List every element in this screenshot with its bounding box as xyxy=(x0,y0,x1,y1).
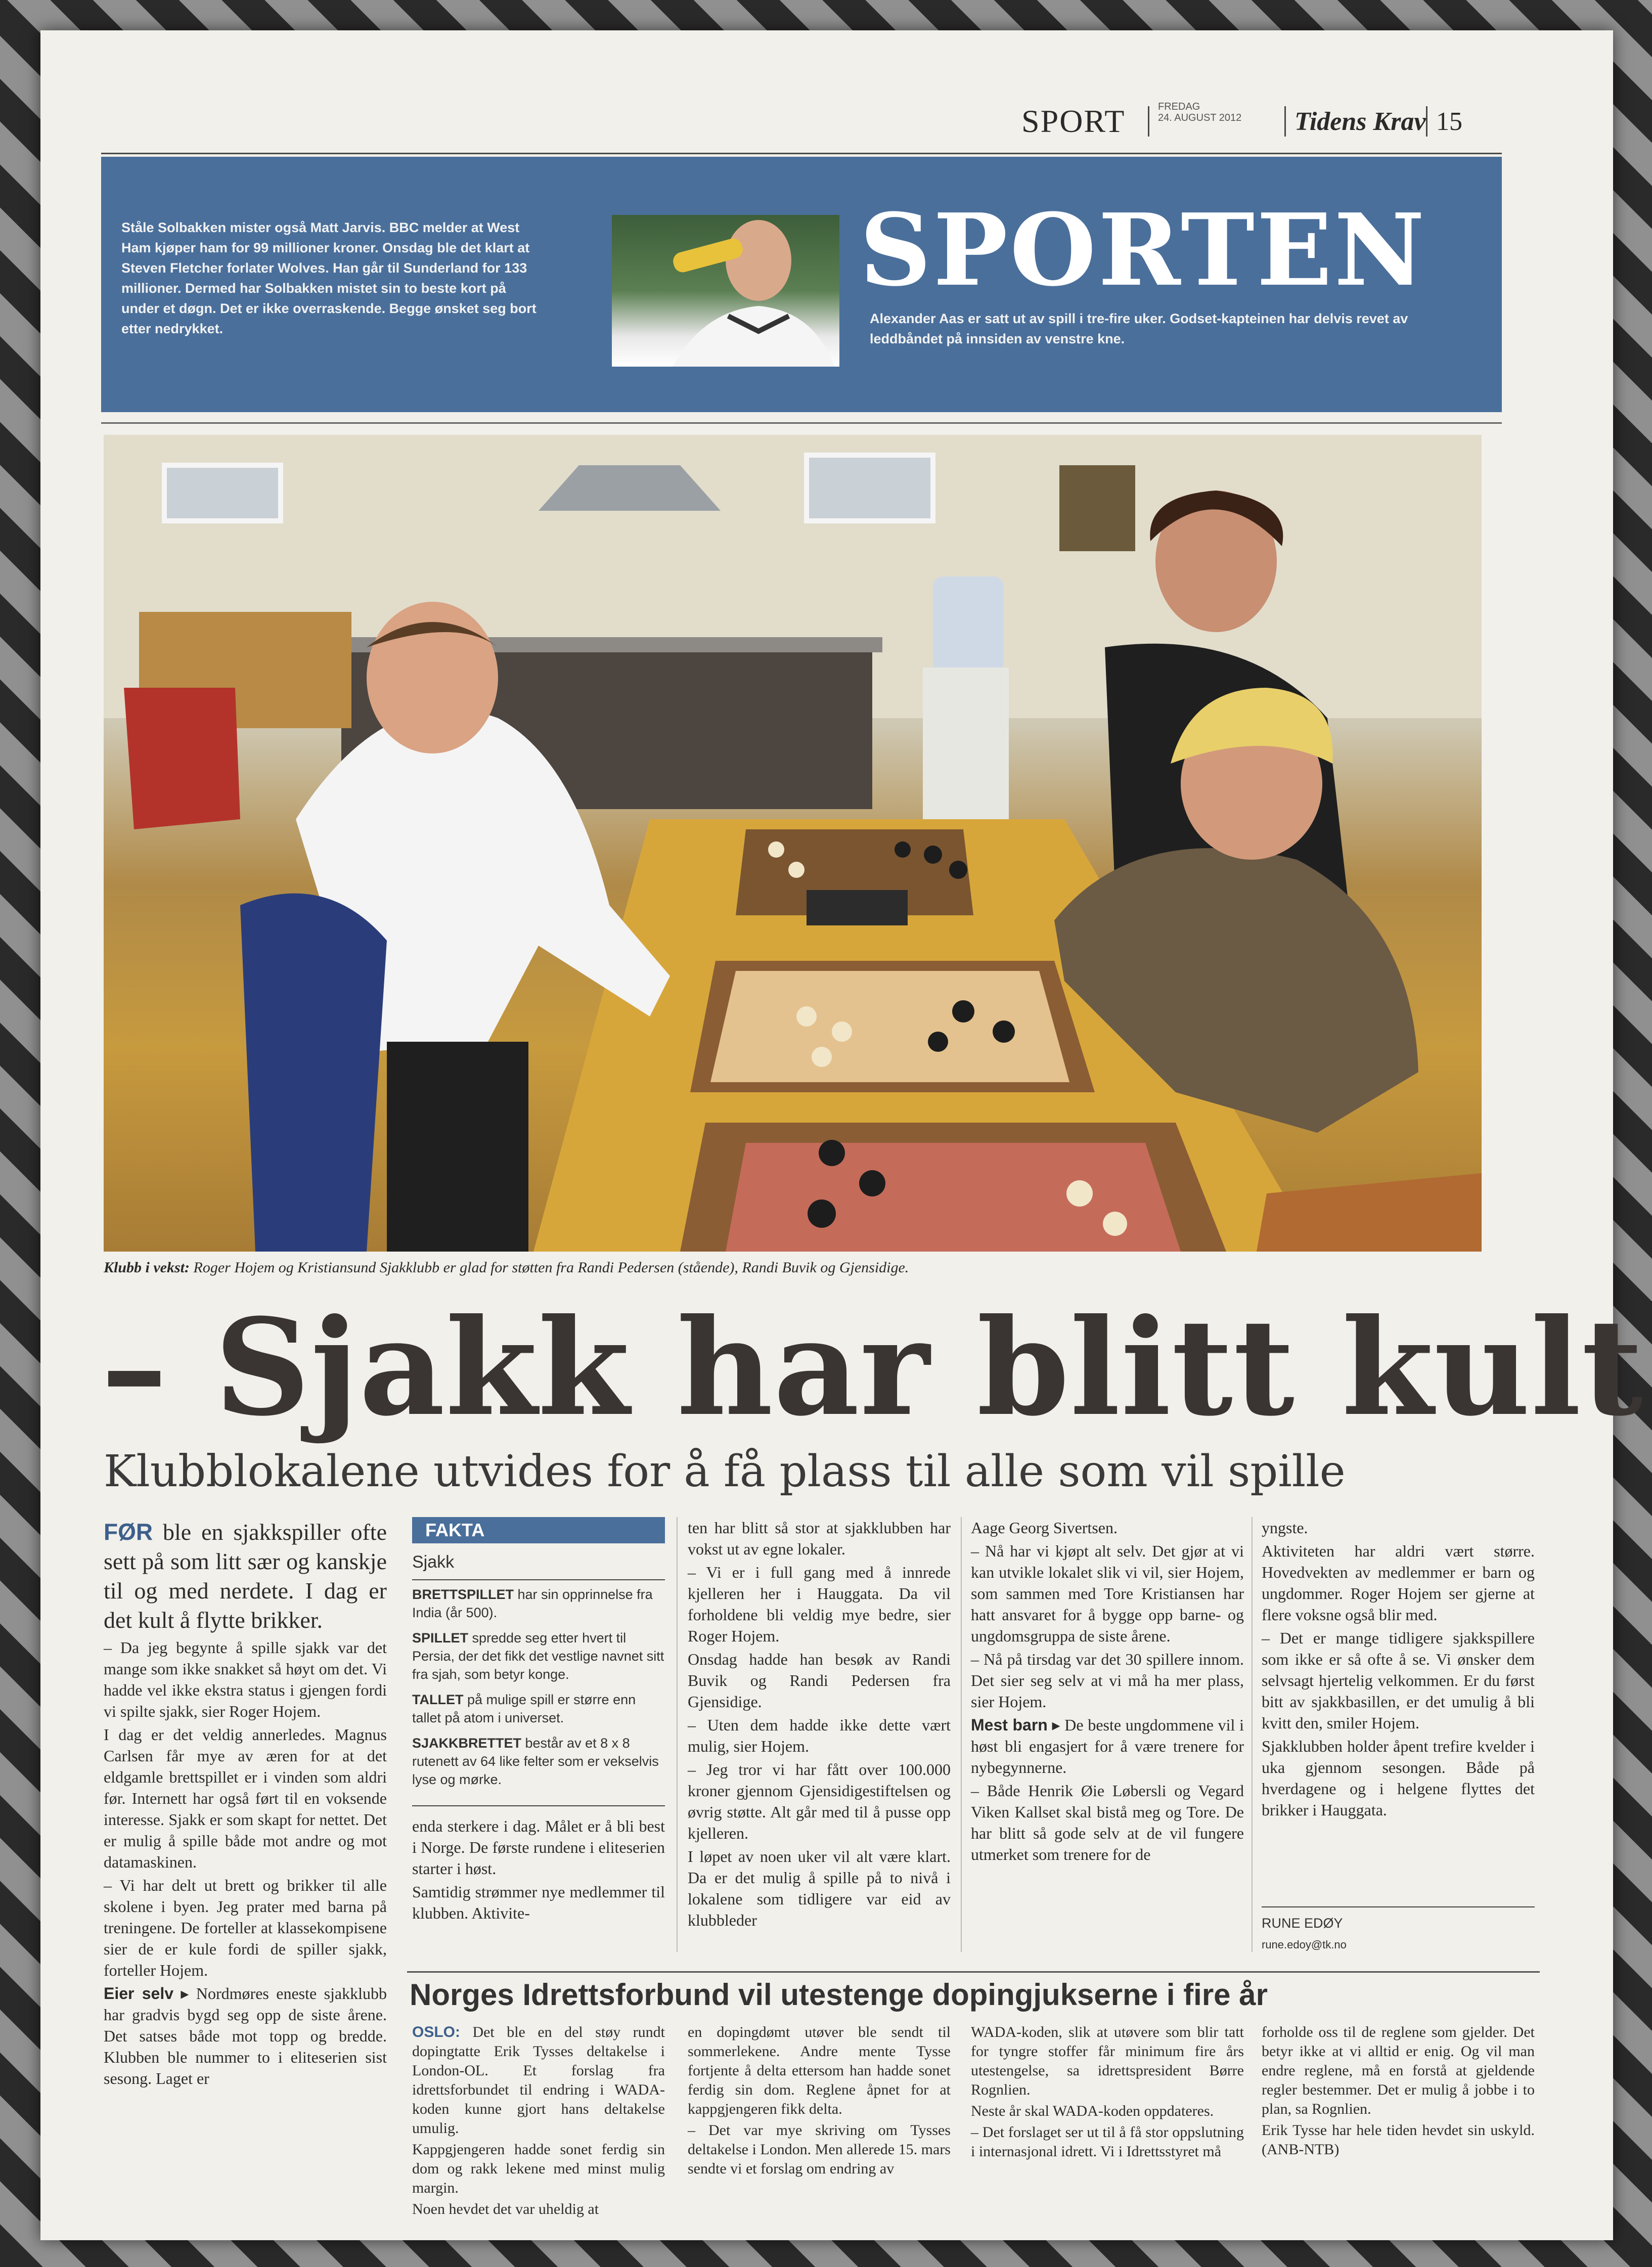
fakta-text: består av et 8 x 8 rutenett av 64 like felter som er vekselvis lyse og mørke. xyxy=(412,1736,659,1787)
body-paragraph xyxy=(412,2023,665,2138)
body-paragraph: – Nå på tirsdag var det 30 spillere innom. Det sier seg selv at vi må ha mer plass, sier Hojem. xyxy=(971,1650,1244,1711)
header-rule xyxy=(101,153,1502,154)
body-paragraph: forholde oss til de reglene som gjelder. Det betyr ikke at vi alltid er enig. Og vil man endre reglene, må en forstå at gjeldende regler bestemmer. Det er mulig å jobbe i to plan, sa Rognlien. xyxy=(1262,2024,1535,2117)
banner-left-brief: Ståle Solbakken mister også Matt Jarvis. BBC melder at West Ham kjøper ham for 99 millioner kroner. Onsdag ble det klart at Steven Fletcher forlater Wolves. Han går til Sunderland for 133 millioner. Dermed har Solbakken mistet sin to beste kort på under et døgn. Det er ikke overraskende. Begge ønsket seg bort etter nedrykket. xyxy=(121,220,537,336)
body-paragraph: Samtidig strømmer nye medlemmer til klubben. Aktivite- xyxy=(412,1883,665,1922)
fakta-text: spredde seg etter hvert til Persia, der det fikk det vestlige navnet sitt fra sjah, som betyr konge. xyxy=(412,1630,664,1682)
body-paragraph: – Vi har delt ut brett og brikker til alle skolene i byen. Jeg prater med barna på treningene. De forteller at klassekompisene sier de er kule fordi de spiller sjakk, forteller Hojem. xyxy=(104,1876,387,1979)
lead-caps: FØR xyxy=(104,1519,153,1545)
body-paragraph: – Nå har vi kjøpt alt selv. Det gjør at vi kan utvikle lokalet slik vi vil, sier Hojem, som sammen med Tore Kristiansen har hatt ansvaret for å bygge opp barne- og ungdomsgruppa de siste årene. xyxy=(971,1542,1244,1645)
body-paragraph: yngste. xyxy=(1262,1519,1308,1537)
banner-title: SPORTEN xyxy=(860,192,1427,308)
newspaper-page xyxy=(40,30,1643,2240)
body-paragraph: – Uten dem hadde ikke dette vært mulig, sier Hojem. xyxy=(688,1716,951,1755)
page-number: 15 xyxy=(1436,107,1462,136)
body-text: De beste ungdommene vil i høst bli engasjert for å være trenere for nybegynnerne. xyxy=(971,1716,1244,1776)
body-paragraph: – Vi er i full gang med å innrede kjelleren her i Hauggata. Da vil forholdene bli veldig mye bedre, sier Roger Hojem. xyxy=(688,1563,951,1645)
article-column-3 xyxy=(688,1517,951,1933)
body-paragraph: WADA-koden, slik at utøvere som blir tatt for tyngre stoffer får minimum fire års utestengelse, sa idrettspresident Børre Rognlien. xyxy=(971,2024,1244,2098)
caption-text: Roger Hojem og Kristiansund Sjakklubb er glad for støtten fra Randi Pedersen (stående), Randi Buvik og Gjensidige. xyxy=(190,1259,909,1276)
paper-name: Tidens Krav xyxy=(1294,107,1426,136)
body-text: Det ble en del støy rundt dopingtatte Erik Tysses deltakelse i London-OL. Et forslag fra idrettsforbundet til endring i WADA-koden kunne gjort hans deltakelse umulig. xyxy=(412,2024,665,2137)
lead-text: ble en sjakkspiller ofte sett på som litt sær og kanskje til og med nerdete. I dag er det kult å flytte brikker. xyxy=(104,1519,387,1633)
article-column-5 xyxy=(1262,1517,1535,1823)
body-paragraph: ten har blitt så stor at sjakklubben har vokst ut av egne lokaler. xyxy=(688,1519,951,1558)
fakta-item xyxy=(412,1691,665,1727)
byline xyxy=(1262,1906,1535,1951)
doping-column-3 xyxy=(971,2023,1244,2163)
lead-paragraph xyxy=(104,1517,387,1635)
inline-subheading: Eier selv xyxy=(104,1984,174,2003)
photo-caption xyxy=(104,1259,1479,1276)
fakta-item xyxy=(412,1585,665,1622)
section-label: SPORT xyxy=(1021,103,1126,139)
body-paragraph: Eier selv ▸ Nordmøres eneste sjakklubb har gradvis bygd seg opp de siste årene. Det satses både mot topp og bredde. Klubben ble nummer to i eliteserien sist sesong. Laget er xyxy=(104,1984,387,2087)
column-rule xyxy=(961,1517,962,1952)
fakta-term: BRETTSPILLET xyxy=(412,1587,514,1602)
fakta-item xyxy=(412,1734,665,1789)
section-divider xyxy=(101,422,1502,424)
doping-column-1 xyxy=(412,2023,665,2221)
sport-banner xyxy=(101,157,1502,412)
doping-headline: Norges Idrettsforbund vil utestenge dopingjukserne i fire år xyxy=(410,1978,1268,2012)
body-paragraph: Onsdag hadde han besøk av Randi Buvik og Randi Pedersen fra Gjensidige. xyxy=(688,1650,951,1711)
header-date: 24. AUGUST 2012 xyxy=(1158,112,1242,123)
body-paragraph: Neste år skal WADA-koden oppdateres. xyxy=(971,2103,1214,2119)
byline-name: RUNE EDØY xyxy=(1262,1906,1535,1931)
article-column-2 xyxy=(412,1815,665,1926)
date-block xyxy=(1158,101,1241,142)
fakta-text: på mulige spill er større enn tallet på atom i universet. xyxy=(412,1692,636,1725)
article-headline: – Sjakk har blitt kult xyxy=(101,1290,1643,1445)
caption-lead: Klubb i vekst: xyxy=(104,1259,190,1276)
body-paragraph: Mest barn ▸ De beste ungdommene vil i høst bli engasjert for å være trenere for nybegynnerne. xyxy=(971,1716,1244,1776)
fakta-term: TALLET xyxy=(412,1692,464,1707)
article-column-1 xyxy=(104,1517,387,2091)
byline-email: rune.edoy@tk.no xyxy=(1262,1938,1347,1951)
body-paragraph: – Da jeg begynte å spille sjakk var det mange som ikke snakket så høyt om det. Vi hadde vel ikke ekstra status i gjengen fordi vi spilte sjakk, sier Roger Hojem. xyxy=(104,1638,387,1720)
fakta-label: FAKTA xyxy=(412,1517,665,1543)
fakta-topic: Sjakk xyxy=(412,1552,665,1580)
header-divider xyxy=(1284,106,1286,137)
doping-column-2 xyxy=(688,2023,951,2181)
article-subheadline: Klubblokalene utvides for å få plass til alle som vil spille xyxy=(104,1446,1346,1497)
body-paragraph: Sjakklubben holder åpent trefire kvelder i uka gjennom sesongen. Både på hverdagene og i helgene flyttes det brikker i Hauggata. xyxy=(1262,1737,1535,1819)
inline-subheading: Mest barn xyxy=(971,1716,1048,1734)
chess-club-photo xyxy=(104,435,1482,1252)
header-divider xyxy=(1148,106,1149,137)
header-day: FREDAG xyxy=(1158,101,1200,112)
body-paragraph: – Både Henrik Øie Løbersli og Vegard Viken Kallset skal bistå meg og Tore. De har blitt så gode selv at de vil fungere utmerket som trenere for de xyxy=(971,1782,1244,1863)
body-paragraph: en dopingdømt utøver ble sendt til sommerlekene. Andre mente Tysse fortjente å delta ettersom han hadde sonet ferdig sin dom. Reglene åpnet for at kappgjengeren fikk delta. xyxy=(688,2024,951,2117)
fakta-item xyxy=(412,1629,665,1683)
body-paragraph: – Jeg tror vi har fått over 100.000 kroner gjennom Gjensidigestiftelsen og øvrig støtte. Alt går med til å pusse opp kjelleren. xyxy=(688,1760,951,1842)
column-rule xyxy=(677,1517,678,1952)
fakta-text: har sin opprinnelse fra India (år 500). xyxy=(412,1587,653,1620)
fakta-term: SPILLET xyxy=(412,1630,469,1646)
doping-column-4 xyxy=(1262,2023,1535,2161)
header-divider xyxy=(1426,106,1427,137)
fakta-term: SJAKKBRETTET xyxy=(412,1736,522,1751)
banner-right-brief: Alexander Aas er satt ut av spill i tre-fire uker. Godset-kapteinen har delvis revet av leddbåndet på innsiden av venstre kne. xyxy=(870,311,1408,346)
column-rule xyxy=(1252,1517,1253,1952)
body-text: Nordmøres eneste sjakklubb har gradvis bygd seg opp de siste årene. Det satses både mot topp og bredde. Klubben ble nummer to i eliteserien sist sesong. Laget er xyxy=(104,1984,387,2087)
body-paragraph: I dag er det veldig annerledes. Magnus Carlsen får mye av æren for at det eldgamle brettspillet er i vinden som aldri før. Internett har også ført til en voksende interesse. Sjakk er som skapt for nettet. Det er mulig å spille både mot andre og mot datamaskinen. xyxy=(104,1725,387,1871)
body-paragraph: Aage Georg Sivertsen. xyxy=(971,1519,1118,1537)
body-paragraph: I løpet av noen uker vil alt være klart. Da er det mulig å spille på to nivå i lokalene som tidligere var eid av klubbleder xyxy=(688,1847,951,1929)
story-divider xyxy=(407,1971,1540,1973)
fakta-body xyxy=(412,1585,665,1796)
article-column-4 xyxy=(971,1517,1244,1867)
banner-player-photo xyxy=(612,215,839,367)
body-paragraph: enda sterkere i dag. Målet er å bli best i Norge. De første rundene i eliteserien starter i høst. xyxy=(412,1817,665,1878)
body-paragraph: Erik Tysse har hele tiden hevdet sin uskyld. (ANB-NTB) xyxy=(1262,2122,1535,2158)
body-paragraph: Aktiviteten har aldri vært større. Hovedvekten av medlemmer er barn og ungdommer. Roger Hojem ser gjerne at flere voksne også blir med. xyxy=(1262,1542,1535,1624)
body-paragraph: – Det var mye skriving om Tysses deltakelse i London. Men allerede 15. mars sendte vi et forslag om endring av xyxy=(688,2122,951,2177)
body-paragraph: Noen hevdet det var uheldig at xyxy=(412,2201,599,2217)
body-paragraph: Kappgjengeren hadde sonet ferdig sin dom og rakk lekene med minst mulig margin. xyxy=(412,2141,665,2196)
body-paragraph: – Det er mange tidligere sjakkspillere som ikke er så ofte å se. Vi ønsker dem selvsagt hjertelig velkommen. Er du først bitt av sjakkbasillen, er det umulig å bli kvitt den, smiler Hojem. xyxy=(1262,1629,1535,1732)
body-paragraph: – Det forslaget ser ut til å få stor oppslutning i internasjonal idrett. Vi i Idrettsstyret må xyxy=(971,2124,1244,2160)
dateline: OSLO: xyxy=(412,2024,460,2040)
fakta-rule xyxy=(412,1805,665,1806)
